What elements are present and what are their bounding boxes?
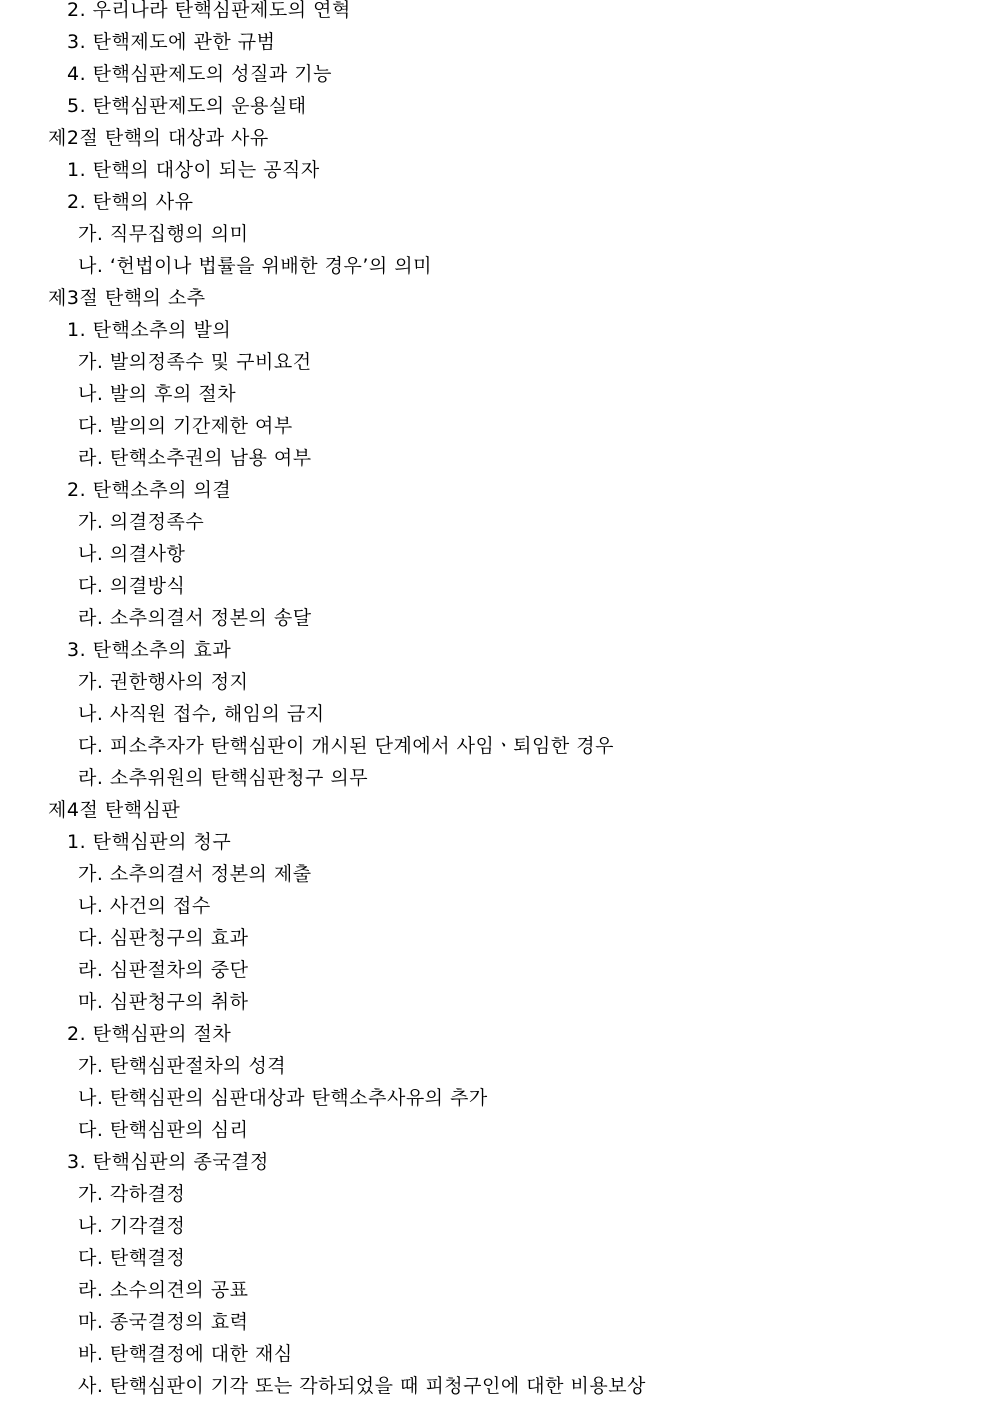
toc-subitem: 가. 발의정족수 및 구비요건 [78, 351, 312, 373]
toc-subitem: 라. 소추위원의 탄핵심판청구 의무 [78, 767, 369, 789]
toc-subitem: 마. 심판청구의 취하 [78, 991, 249, 1013]
toc-subsection-item: 2. 탄핵소추의 의결 [67, 479, 232, 501]
toc-subitem: 가. 의결정족수 [78, 511, 205, 533]
toc-subitem: 다. 발의의 기간제한 여부 [78, 415, 293, 437]
toc-subitem: 가. 직무집행의 의미 [78, 223, 249, 245]
toc-subitem: 라. 심판절차의 중단 [78, 959, 249, 981]
toc-subsection-item: 2. 탄핵의 사유 [67, 191, 194, 213]
toc-subitem: 사. 탄핵심판이 기각 또는 각하되었을 때 피청구인에 대한 비용보상 [78, 1375, 646, 1397]
toc-subitem: 다. 탄핵심판의 심리 [78, 1119, 249, 1141]
toc-subitem: 나. 기각결정 [78, 1215, 186, 1237]
toc-subitem: 나. 발의 후의 절차 [78, 383, 237, 405]
toc-subitem: 라. 탄핵소추권의 남용 여부 [78, 447, 312, 469]
toc-subitem: 나. 탄핵심판의 심판대상과 탄핵소추사유의 추가 [78, 1087, 488, 1109]
toc-subitem: 다. 탄핵결정 [78, 1247, 186, 1269]
toc-subsection-item: 2. 우리나라 탄핵심판제도의 연혁 [67, 0, 351, 21]
toc-subsection-item: 1. 탄핵심판의 청구 [67, 831, 232, 853]
toc-subitem: 나. 사건의 접수 [78, 895, 211, 917]
toc-subitem: 나. ‘헌법이나 법률을 위배한 경우’의 의미 [78, 255, 432, 277]
toc-subsection-item: 4. 탄핵심판제도의 성질과 기능 [67, 63, 332, 85]
toc-section-heading: 제3절 탄핵의 소추 [48, 287, 206, 309]
toc-subitem: 가. 권한행사의 정지 [78, 671, 249, 693]
toc-subsection-item: 3. 탄핵심판의 종국결정 [67, 1151, 269, 1173]
toc-subitem: 나. 의결사항 [78, 543, 186, 565]
toc-subsection-item: 3. 탄핵소추의 효과 [67, 639, 232, 661]
toc-subsection-item: 1. 탄핵의 대상이 되는 공직자 [67, 159, 320, 181]
toc-subsection-item: 3. 탄핵제도에 관한 규범 [67, 31, 276, 53]
toc-subitem: 바. 탄핵결정에 대한 재심 [78, 1343, 293, 1365]
toc-section-heading: 제4절 탄핵심판 [48, 799, 181, 821]
toc-subitem: 가. 소추의결서 정본의 제출 [78, 863, 312, 885]
toc-subitem: 다. 피소추자가 탄핵심판이 개시된 단계에서 사임ㆍ퇴임한 경우 [78, 735, 614, 757]
toc-subsection-item: 1. 탄핵소추의 발의 [67, 319, 232, 341]
toc-subitem: 다. 심판청구의 효과 [78, 927, 249, 949]
toc-subsection-item: 5. 탄핵심판제도의 운용실태 [67, 95, 307, 117]
toc-subitem: 가. 각하결정 [78, 1183, 186, 1205]
toc-subitem: 라. 소추의결서 정본의 송달 [78, 607, 312, 629]
toc-subsection-item: 2. 탄핵심판의 절차 [67, 1023, 232, 1045]
toc-subitem: 나. 사직원 접수, 해임의 금지 [78, 703, 325, 725]
toc-section-heading: 제2절 탄핵의 대상과 사유 [48, 127, 269, 149]
toc-subitem: 라. 소수의견의 공표 [78, 1279, 249, 1301]
toc-subitem: 마. 종국결정의 효력 [78, 1311, 249, 1333]
toc-subitem: 다. 의결방식 [78, 575, 186, 597]
toc-subitem: 가. 탄핵심판절차의 성격 [78, 1055, 287, 1077]
